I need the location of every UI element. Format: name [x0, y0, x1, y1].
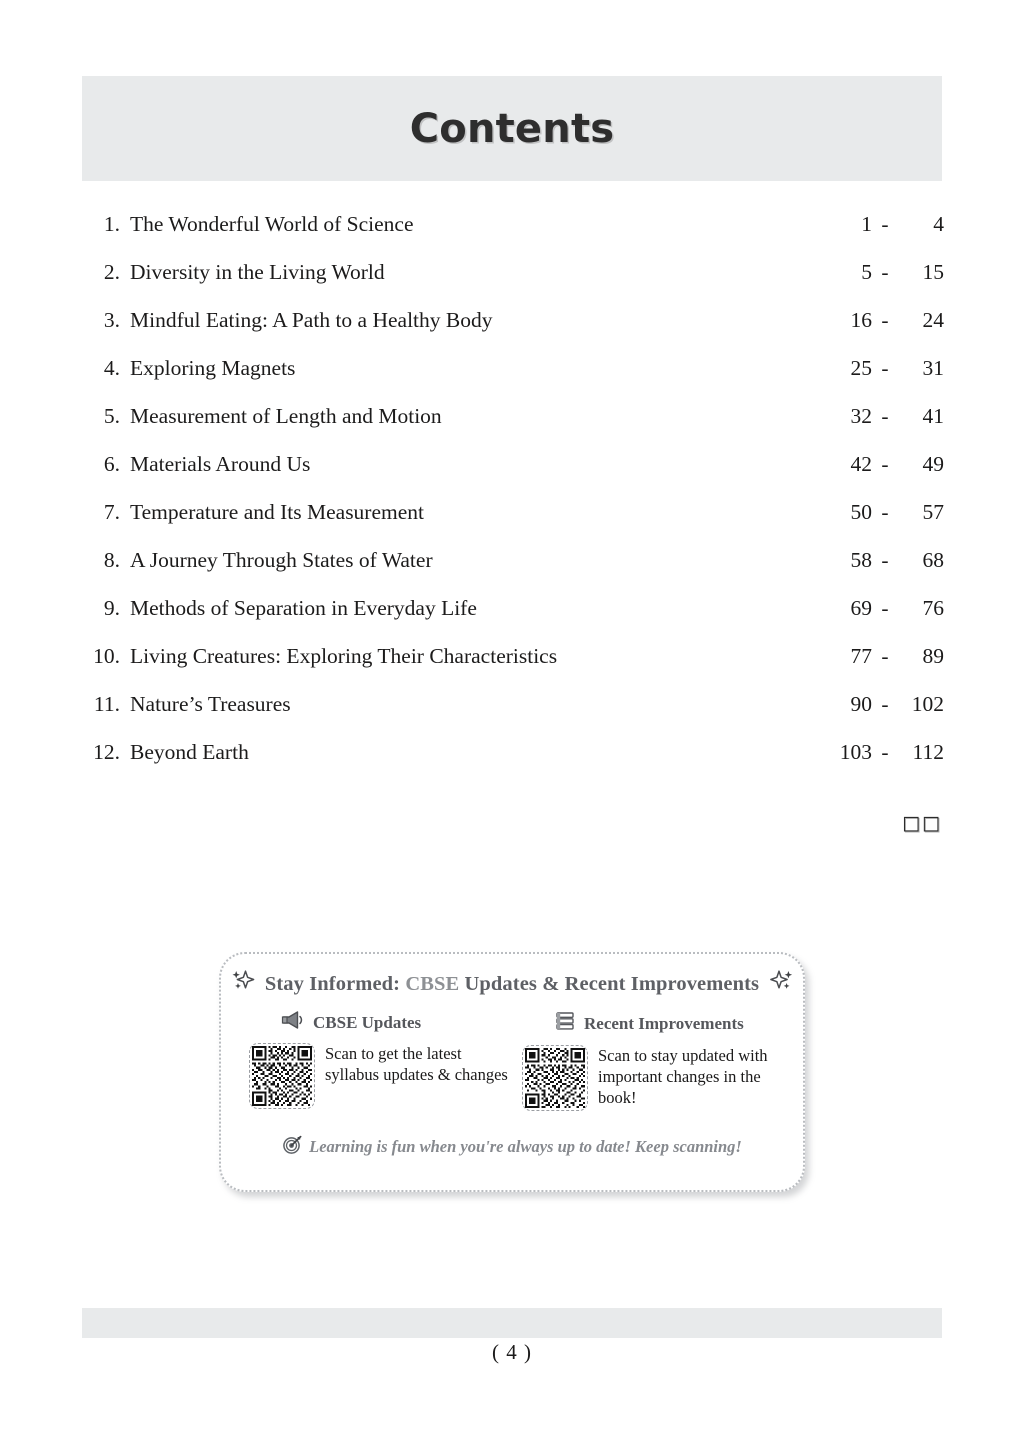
toc-entry-page-dash: -: [881, 596, 889, 620]
toc-entry[interactable]: [78, 692, 944, 740]
toc-entry[interactable]: [78, 452, 944, 500]
toc-entry-title: Nature’s Treasures: [130, 692, 291, 716]
toc-entry-page-range: [824, 452, 944, 477]
toc-entry-title: Temperature and Its Measurement: [130, 500, 424, 524]
toc-entry-title: Beyond Earth: [130, 740, 249, 764]
toc-entry-page-dash: -: [881, 212, 889, 236]
cbse-updates-column: [239, 1010, 512, 1111]
stay-informed-box: [219, 952, 805, 1192]
toc-entry-page-from: 5: [861, 260, 872, 284]
page-title: Contents: [409, 105, 615, 152]
toc-entry-page-from: 103: [839, 740, 872, 764]
toc-entry-number: 11.: [93, 692, 120, 716]
toc-entry-page-dash: -: [881, 260, 889, 284]
toc-entry-page-dash: -: [881, 692, 889, 716]
toc-entry-title: The Wonderful World of Science: [130, 212, 414, 236]
cbse-updates-description: Scan to get the latest syllabus updates & changes: [325, 1044, 508, 1085]
toc-entry-page-from: 42: [850, 452, 872, 476]
sparkle-icon-left: [230, 968, 256, 1000]
toc-entry-page-range: [824, 740, 944, 765]
toc-entry-page-to: 15: [922, 260, 944, 284]
books-stack-icon: [554, 1010, 576, 1037]
stay-informed-footer-note: [221, 1134, 803, 1160]
toc-entry-page-to: 31: [922, 356, 944, 380]
stay-informed-inner: [221, 954, 803, 1190]
toc-entry-page-dash: -: [881, 740, 889, 764]
toc-entry-title: Measurement of Length and Motion: [130, 404, 442, 428]
stay-informed-heading: [239, 968, 785, 1000]
dartboard-icon: [282, 1134, 303, 1160]
toc-entry-number: 7.: [103, 500, 120, 524]
toc-entry-page-to: 76: [922, 596, 944, 620]
toc-entry-number: 1.: [103, 212, 120, 236]
toc-entry-number: 10.: [93, 644, 120, 668]
heading-soft: CBSE: [405, 972, 460, 995]
stay-informed-heading-text: [265, 973, 759, 996]
toc-entry-page-range: [824, 596, 944, 621]
toc-entry-title: Materials Around Us: [130, 452, 311, 476]
toc-entry-page-dash: -: [881, 548, 889, 572]
qr-code-cbse-updates[interactable]: [249, 1043, 315, 1109]
toc-entry-page-dash: -: [881, 404, 889, 428]
footer-note-text: Learning is fun when you're always up to date! Keep scanning!: [309, 1137, 742, 1156]
recent-improvements-heading: [554, 1010, 785, 1037]
end-of-section-marks: □□: [902, 812, 942, 834]
toc-entry[interactable]: [78, 308, 944, 356]
toc-entry[interactable]: [78, 404, 944, 452]
toc-entry-number: 12.: [93, 740, 120, 764]
toc-entry-number: 3.: [103, 308, 120, 332]
toc-entry-title: Exploring Magnets: [130, 356, 296, 380]
toc-entry[interactable]: [78, 740, 944, 788]
toc-entry-page-range: [824, 308, 944, 333]
toc-entry-page-from: 50: [850, 500, 872, 524]
toc-entry[interactable]: [78, 644, 944, 692]
toc-entry-title: A Journey Through States of Water: [130, 548, 433, 572]
toc-entry-page-range: [824, 356, 944, 381]
toc-entry-page-from: 25: [850, 356, 872, 380]
toc-entry[interactable]: [78, 212, 944, 260]
toc-entry-page-range: [824, 404, 944, 429]
toc-entry-page-to: 112: [912, 740, 944, 764]
toc-entry[interactable]: [78, 356, 944, 404]
cbse-updates-heading: [281, 1010, 512, 1035]
toc-entry-title: Mindful Eating: A Path to a Healthy Body: [130, 308, 493, 332]
toc-entry-number: 8.: [103, 548, 120, 572]
page-number: ( 4 ): [492, 1340, 532, 1364]
sparkle-icon-right: [768, 968, 794, 1000]
toc-entry[interactable]: [78, 548, 944, 596]
toc-entry-number: 6.: [103, 452, 120, 476]
toc-entry-page-dash: -: [881, 308, 889, 332]
recent-improvements-description: Scan to stay updated with important changes in the book!: [598, 1046, 768, 1108]
toc-entry-number: 2.: [103, 260, 120, 284]
toc-entry-page-range: [824, 500, 944, 525]
toc-entry-page-to: 41: [922, 404, 944, 428]
toc-entry-number: 4.: [103, 356, 120, 380]
toc-entry-page-dash: -: [881, 452, 889, 476]
toc-entry-page-range: [824, 644, 944, 669]
heading-main: Stay Informed:: [264, 972, 401, 995]
toc-entry-page-to: 57: [922, 500, 944, 524]
toc-entry-number: 5.: [103, 404, 120, 428]
cbse-updates-body: [249, 1043, 512, 1109]
toc-entry[interactable]: [78, 260, 944, 308]
toc-entry-page-from: 1: [861, 212, 872, 236]
qr-code-recent-improvements[interactable]: [522, 1045, 588, 1111]
heading-rest: Updates & Recent Improvements: [464, 972, 760, 995]
recent-improvements-body: [522, 1045, 785, 1111]
toc-entry-page-from: 77: [850, 644, 872, 668]
toc-entry-number: 9.: [103, 596, 120, 620]
toc-entry-title: Living Creatures: Exploring Their Characteristics: [130, 644, 558, 668]
footer-band: [82, 1308, 942, 1338]
toc-entry[interactable]: [78, 500, 944, 548]
toc-entry-title: Diversity in the Living World: [130, 260, 385, 284]
recent-improvements-column: [512, 1010, 785, 1111]
toc-entry-page-to: 68: [922, 548, 944, 572]
table-of-contents: [78, 212, 944, 788]
toc-entry-page-range: [824, 212, 944, 237]
stay-informed-columns: [239, 1010, 785, 1111]
toc-entry-page-from: 32: [850, 404, 872, 428]
toc-entry-page-from: 58: [850, 548, 872, 572]
toc-entry-page-from: 69: [850, 596, 872, 620]
recent-improvements-label: Recent Improvements: [584, 1013, 744, 1033]
toc-entry-page-range: [824, 548, 944, 573]
toc-entry-page-range: [824, 692, 944, 717]
toc-entry-page-dash: -: [881, 644, 889, 668]
toc-entry-page-dash: -: [881, 500, 889, 524]
toc-entry-page-range: [824, 260, 944, 285]
toc-entry-page-from: 90: [850, 692, 872, 716]
toc-entry-page-dash: -: [881, 356, 889, 380]
contents-header-band: [82, 76, 942, 181]
toc-entry[interactable]: [78, 596, 944, 644]
toc-entry-page-to: 102: [911, 692, 944, 716]
toc-entry-title: Methods of Separation in Everyday Life: [130, 596, 477, 620]
toc-entry-page-to: 89: [922, 644, 944, 668]
toc-entry-page-to: 24: [922, 308, 944, 332]
toc-entry-page-to: 4: [933, 212, 944, 236]
toc-entry-page-from: 16: [850, 308, 872, 332]
megaphone-icon: [281, 1010, 305, 1035]
cbse-updates-label: CBSE Updates: [313, 1012, 422, 1032]
toc-entry-page-to: 49: [922, 452, 944, 476]
